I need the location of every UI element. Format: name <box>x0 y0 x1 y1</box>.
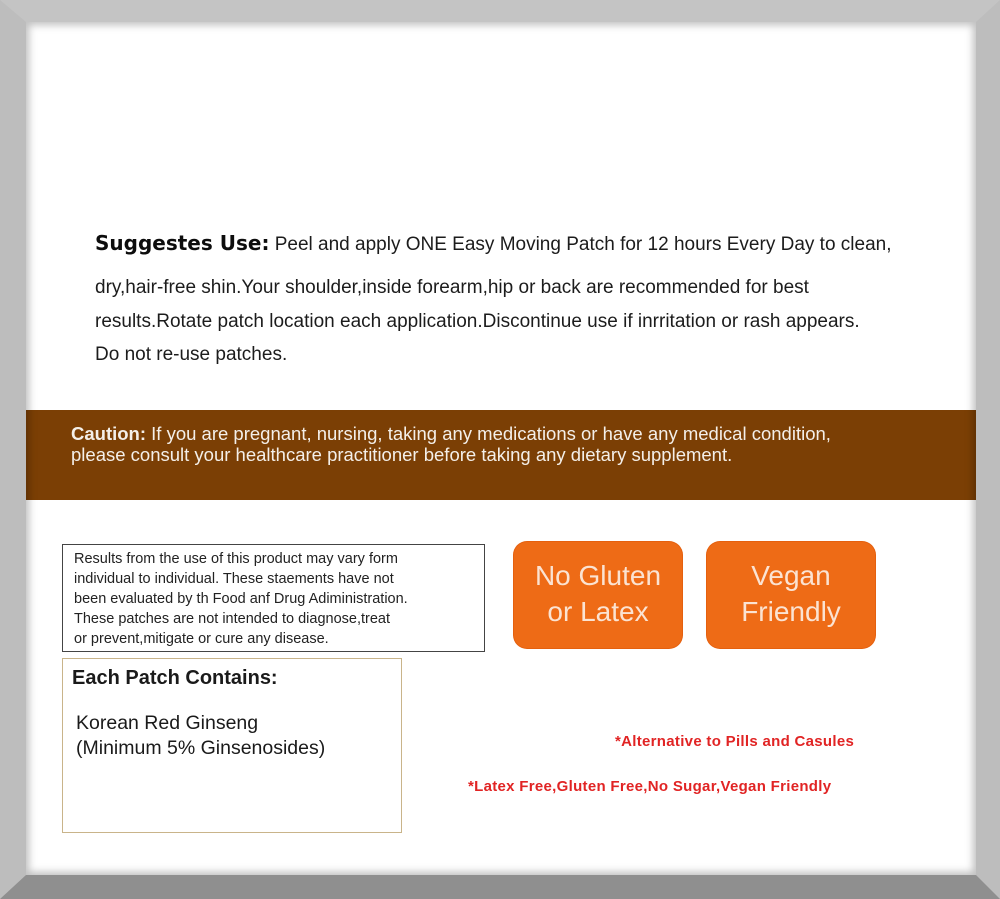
disclaimer-line-2: individual to individual. These staements have not <box>74 571 394 587</box>
ingredients-title: Each Patch Contains: <box>72 667 278 689</box>
disclaimer-line-3: been evaluated by th Food anf Drug Adiministration. <box>74 591 408 607</box>
caution-line-1 <box>71 423 831 444</box>
ingredient-line-1: Korean Red Ginseng <box>76 712 259 734</box>
no-gluten-badge-line-1: No Gluten <box>534 560 662 591</box>
caution-banner <box>26 410 976 500</box>
caution-text-1: If you are pregnant, nursing, taking any medications or have any medical condition, <box>146 423 831 444</box>
suggested-use-line-2: dry,hair-free shin.Your shoulder,inside forearm,hip or back are recommended for best <box>95 277 809 298</box>
suggested-use-line-3: results.Rotate patch location each application.Discontinue use if inrritation or rash appears. <box>95 311 860 332</box>
caution-text <box>71 423 831 465</box>
free-from-note: *Latex Free,Gluten Free,No Sugar,Vegan Friendly <box>468 778 832 795</box>
disclaimer-line-4: These patches are not intended to diagnose,treat <box>74 611 390 627</box>
vegan-badge-line-2: Friendly <box>741 596 841 627</box>
fda-disclaimer-box <box>62 544 485 652</box>
suggested-use-label: Suggestes Use: <box>95 231 270 255</box>
vegan-badge <box>707 542 875 648</box>
ingredients-box <box>62 658 402 833</box>
alternative-note: *Alternative to Pills and Casules <box>615 733 855 750</box>
caution-line-2: please consult your healthcare practitioner before taking any dietary supplement. <box>71 444 733 465</box>
vegan-badge-line-1: Vegan <box>751 560 831 591</box>
no-gluten-badge-line-2: or Latex <box>547 596 649 627</box>
suggested-use-text-1: Peel and apply ONE Easy Moving Patch for 12 hours Every Day to clean, <box>274 234 892 255</box>
disclaimer-line-1: Results from the use of this product may vary form <box>74 551 398 567</box>
ingredients-list <box>76 711 325 761</box>
no-gluten-badge <box>514 542 682 648</box>
ingredient-line-2: (Minimum 5% Ginsenosides) <box>76 737 326 759</box>
disclaimer-line-5: or prevent,mitigate or cure any disease. <box>74 631 329 647</box>
caution-label: Caution: <box>71 423 147 444</box>
suggested-use-line-1 <box>95 231 892 256</box>
suggested-use-line-4: Do not re-use patches. <box>95 344 288 365</box>
